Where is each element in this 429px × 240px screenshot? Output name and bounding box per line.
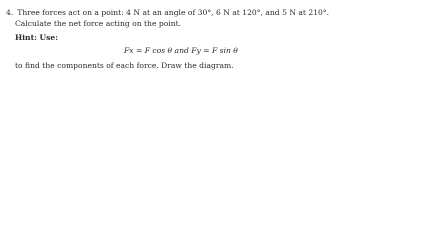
hint-label: Hint: Use:: [15, 33, 59, 42]
question-number: 4.: [6, 8, 14, 17]
question-line-1: [6, 8, 329, 18]
hint-formula: Fx = F cos θ and Fy = F sin θ: [124, 46, 238, 55]
question-card: [0, 0, 429, 99]
question-text-1: Three forces act on a point: 4 N at an angle of 30°, 6 N at 120°, and 5 N at 210°.: [17, 8, 330, 17]
question-line-3: to find the components of each force. Draw the diagram.: [15, 61, 234, 70]
question-line-2: Calculate the net force acting on the point.: [15, 19, 182, 28]
